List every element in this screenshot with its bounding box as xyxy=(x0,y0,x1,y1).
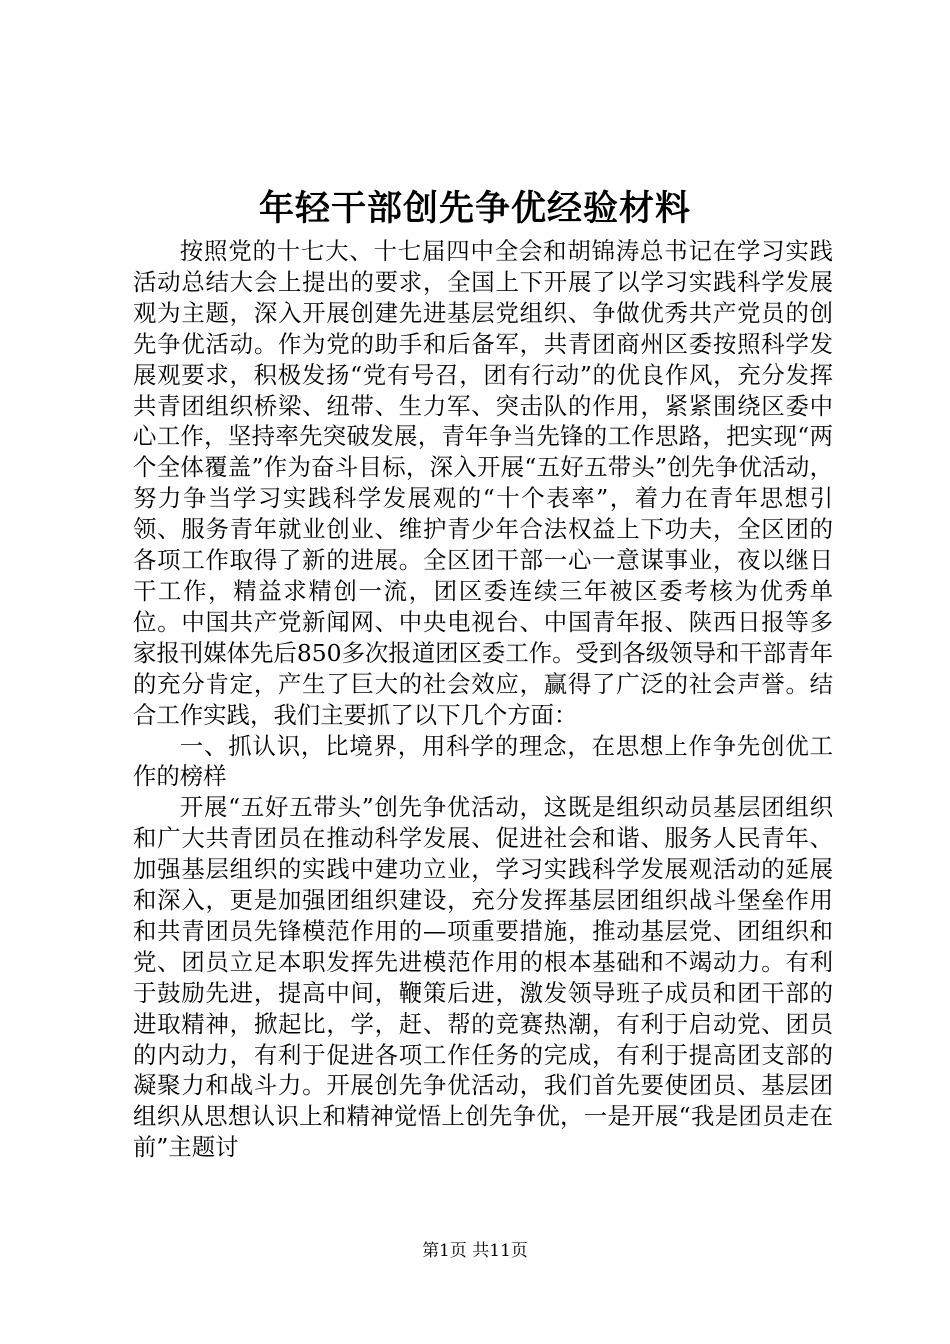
body-paragraph-intro: 按照党的十七大、十七届四中全会和胡锦涛总书记在学习实践活动总结大会上提出的要求，全国上下开展了以学习实践科学发展观为主题，深入开展创建先进基层党组织、争做优秀共产党员的创先争优活动。作为党的助手和后备军，共青团商州区委按照科学发展观要求，积极发扬“党有号召，团有行动”的优良作风，充分发挥共青团组织桥梁、纽带、生力军、突击队的作用，紧紧围绕区委中心工作，坚持率先突破发展，青年争当先锋的工作思路，把实现“两个全体覆盖”作为奋斗目标，深入开展“五好五带头”创先争优活动，努力争当学习实践科学发展观的“十个表率”，着力在青年思想引领、服务青年就业创业、维护青少年合法权益上下功夫，全区团的各项工作取得了新的进展。全区团干部一心一意谋事业，夜以继日干工作，精益求精创一流，团区委连续三年被区委考核为优秀单位。中国共产党新闻网、中央电视台、中国青年报、陕西日报等多家报刊媒体先后850多次报道团区委工作。受到各级领导和干部青年的充分肯定，产生了巨大的社会效应，赢得了广泛的社会声誉。结合工作实践，我们主要抓了以下几个方面： xyxy=(133,237,833,729)
section-heading-1: 一、抓认识，比境界，用科学的理念，在思想上作争先创优工作的榜样 xyxy=(133,731,833,791)
body-paragraph-section-1: 开展“五好五带头”创先争优活动，这既是组织动员基层团组织和广大共青团员在推动科学发展、促进社会和谐、服务人民青年、加强基层组织的实践中建功立业，学习实践科学发展观活动的延展和深入，更是加强团组织建设，充分发挥基层团组织战斗堡垒作用和共青团员先锋模范作用的—项重要措施，推动基层党、团组织和党、团员立足本职发挥先进模范作用的根本基础和不竭动力。有利于鼓励先进，提高中间，鞭策后进，激发领导班子成员和团干部的进取精神，掀起比，学，赶、帮的竞赛热潮，有利于启动党、团员的内动力，有利于促进各项工作任务的完成，有利于提高团支部的凝聚力和战斗力。开展创先争优活动，我们首先要使团员、基层团组织从思想认识上和精神觉悟上创先争优，一是开展“我是团员走在前”主题讨 xyxy=(133,793,833,1162)
document-title: 年轻干部创先争优经验材料 xyxy=(258,188,691,229)
document-body xyxy=(133,236,833,1163)
page-number-footer: 第1页 共11页 xyxy=(422,1241,528,1261)
